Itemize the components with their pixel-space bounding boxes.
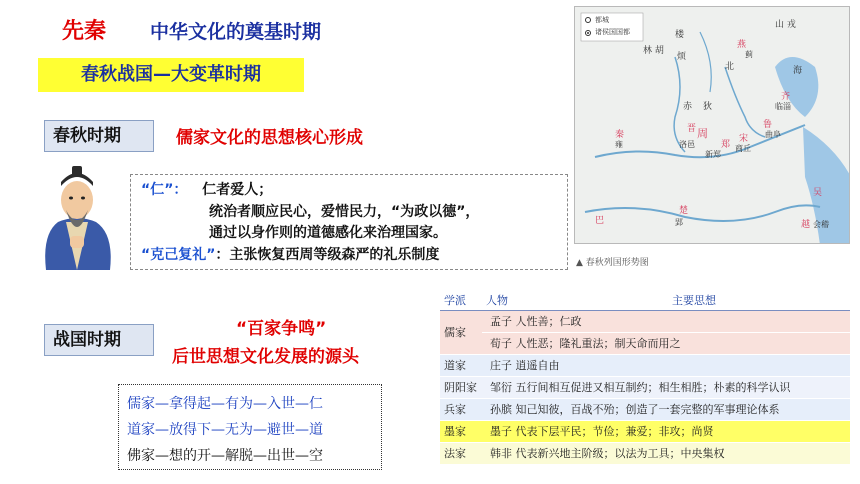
- period-label-chunqiu-text: 春秋时期: [53, 126, 121, 146]
- table-header-row: [440, 290, 850, 310]
- slogan-daoist: 道家—放得下—无为—避世—道: [127, 422, 323, 438]
- map-label: 海: [793, 66, 803, 76]
- era-banner-text: 春秋战国—大变革时期: [81, 64, 261, 85]
- map-label: 齐: [781, 92, 791, 102]
- map-label: 曲阜: [765, 130, 781, 139]
- map-label: 晋: [687, 124, 697, 134]
- ren-line-1: 仁者爱人；: [202, 182, 273, 198]
- map-label: 雍: [615, 140, 623, 149]
- table-row: [440, 310, 850, 332]
- table-cell-school: 儒家: [440, 310, 482, 354]
- ren-definition-box: [130, 174, 568, 270]
- period-label-chunqiu: [44, 120, 154, 152]
- table-cell-school: 墨家: [440, 420, 482, 442]
- map-label: 吴: [813, 188, 823, 198]
- map-label: 周: [697, 127, 708, 140]
- map-label: 蓟: [745, 50, 753, 59]
- map-label: 洛邑: [679, 140, 695, 149]
- chunqiu-map: [574, 6, 850, 244]
- page-title: 先秦: [62, 19, 107, 44]
- map-label: 越: [801, 220, 811, 230]
- map-legend-state-capital: 诸侯国国都: [595, 28, 630, 36]
- map-label: 新郑: [705, 150, 721, 159]
- period-label-zhanguo: [44, 324, 154, 356]
- map-label: 楼: [675, 30, 685, 40]
- table-cell-school: 道家: [440, 354, 482, 376]
- table-cell-school: 阴阳家: [440, 376, 482, 398]
- table-cell-thought: 孟子 人性善；仁政: [482, 310, 850, 332]
- map-graphic: [575, 7, 850, 244]
- map-label: 郑: [721, 140, 731, 150]
- page-subtitle: 中华文化的奠基时期: [150, 21, 322, 43]
- ren-row-1: [141, 179, 272, 199]
- map-label: 山 戎: [775, 20, 796, 30]
- map-label: 燕: [737, 40, 747, 50]
- map-label: 商丘: [735, 144, 751, 153]
- map-label: 楚: [679, 206, 689, 216]
- table-header-person: 人物: [482, 290, 538, 310]
- period-label-zhanguo-text: 战国时期: [53, 330, 121, 350]
- table-row: [440, 420, 850, 442]
- table-cell-school: 兵家: [440, 398, 482, 420]
- ren-line-3: 通过以身作则的道德感化来治理国家。: [209, 225, 447, 241]
- keji-text: ：主张恢复西周等级森严的礼乐制度: [215, 247, 440, 263]
- map-caption: ▲ 春秋列国形势图: [576, 258, 649, 268]
- map-label: 赤: [683, 102, 693, 112]
- table-cell-school: 法家: [440, 442, 482, 464]
- map-label: 会稽: [813, 220, 829, 229]
- map-label: 北: [725, 62, 735, 72]
- table-cell-thought: 墨子 代表下层平民；节俭；兼爱；非攻；尚贤: [482, 420, 850, 442]
- map-label: 鲁: [763, 120, 773, 130]
- map-label: 郢: [675, 218, 683, 227]
- map-label: 宋: [739, 134, 749, 144]
- table-row: [440, 376, 850, 398]
- map-label: 临淄: [775, 102, 791, 111]
- keji-row: [141, 244, 439, 264]
- zhanguo-heading-1: “百家争鸣”: [236, 319, 327, 339]
- confucius-portrait: [36, 164, 118, 270]
- map-label: 秦: [615, 130, 625, 140]
- map-legend-capital: 都城: [595, 16, 609, 24]
- chunqiu-heading: 儒家文化的思想核心形成: [176, 128, 363, 148]
- table-header-school: 学派: [440, 290, 482, 310]
- slogans-box: [118, 384, 382, 470]
- table-row: [440, 442, 850, 464]
- slogan-confucian: 儒家—拿得起—有为—入世—仁: [127, 396, 323, 412]
- table-row: [440, 354, 850, 376]
- table-cell-thought: 孙膑 知己知彼，百战不殆；创造了一套完整的军事理论体系: [482, 398, 850, 420]
- map-label: 狄: [703, 102, 713, 112]
- keji-term: “克己复礼”: [141, 247, 216, 263]
- slogan-buddhist: 佛家—想的开—解脱—出世—空: [127, 448, 323, 464]
- ren-line-2: 统治者顺应民心，爱惜民力，“为政以德”，: [209, 204, 480, 220]
- table-cell-thought: 庄子 逍遥自由: [482, 354, 850, 376]
- era-banner: [38, 58, 304, 92]
- table-cell-thought: 荀子 人性恶；隆礼重法；制天命而用之: [482, 332, 850, 354]
- map-label: 巴: [595, 216, 605, 226]
- ren-term: “仁”：: [141, 182, 188, 198]
- table-cell-thought: 邹衍 五行间相互促进又相互制约；相生相胜；朴素的科学认识: [482, 376, 850, 398]
- table-row: [440, 332, 850, 354]
- table-row: [440, 398, 850, 420]
- map-label: 烦: [677, 52, 687, 62]
- table-cell-thought: 韩非 代表新兴地主阶级；以法为工具；中央集权: [482, 442, 850, 464]
- schools-table: [440, 290, 850, 465]
- map-label: 林 胡: [643, 46, 664, 56]
- zhanguo-heading-2: 后世思想文化发展的源头: [172, 347, 359, 367]
- table-header-thought: 主要思想: [538, 290, 850, 310]
